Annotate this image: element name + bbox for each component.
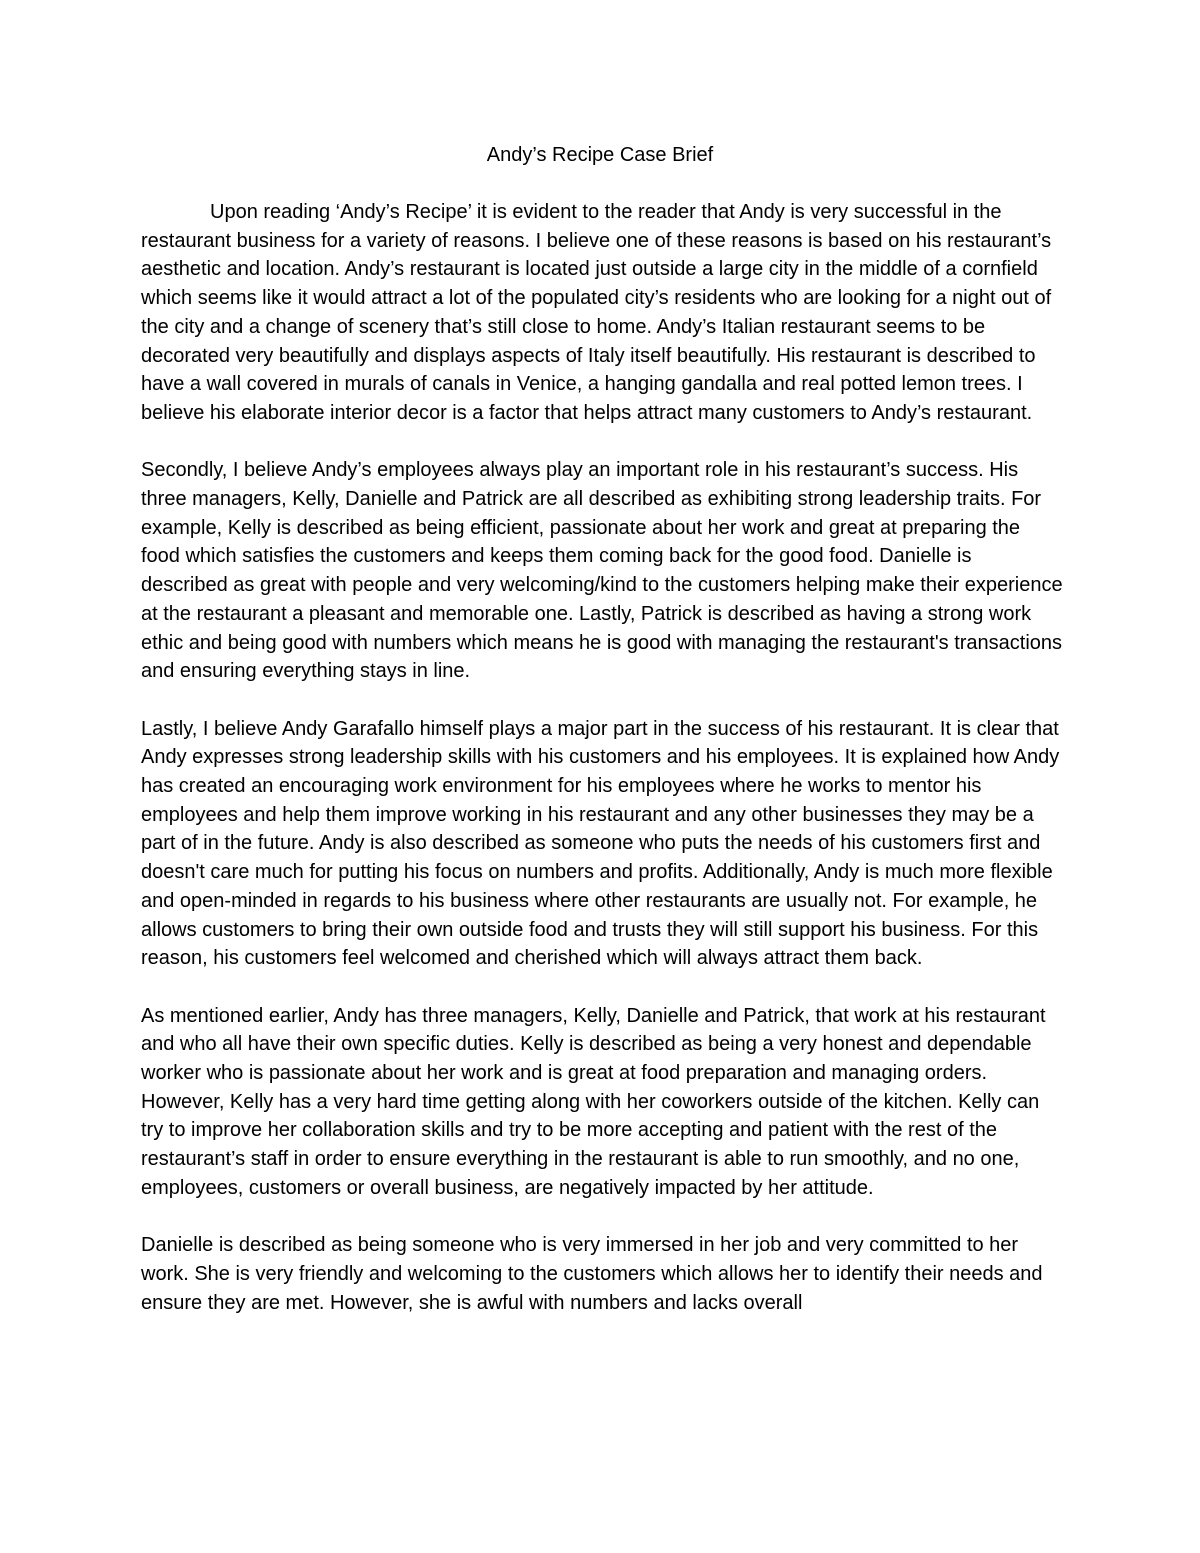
paragraph-3: Lastly, I believe Andy Garafallo himself plays a major part in the success of his restaurant. It is clear that Andy expresses strong leadership skills with his customers and his employees. It is explained how Andy has created an encouraging work environment for his employees where he works to mentor his employees and help them improve working in his restaurant and any other businesses they may be a part of in the future. Andy is also described as someone who puts the needs of his customers first and doesn't care much for putting his focus on numbers and profits. Additionally, Andy is much more flexible and open-minded in regards to his business where other restaurants are usually not. For example, he allows customers to bring their own outside food and trusts they will still support his business. For this reason, his customers feel welcomed and cherished which will always attract them back. xyxy=(141,717,1060,970)
paragraph-4: As mentioned earlier, Andy has three managers, Kelly, Danielle and Patrick, that work at his restaurant and who all have their own specific duties. Kelly is described as being a very honest and dependable worker who is passionate about her work and is great at food preparation and managing orders. However, Kelly has a very hard time getting along with her coworkers outside of the kitchen. Kelly can try to improve her collaboration skills and try to be more accepting and patient with the rest of the restaurant’s staff in order to ensure everything in the restaurant is able to run smoothly, and no one, employees, customers or overall business, are negatively impacted by her attitude. xyxy=(141,1004,1046,1199)
document-body xyxy=(141,198,1063,1317)
paragraph-5: Danielle is described as being someone who is very immersed in her job and very committed to her work. She is very friendly and welcoming to the customers which allows her to identify their needs and ensure they are met. However, she is awful with numbers and lacks overall xyxy=(141,1234,1043,1314)
paragraph-2: Secondly, I believe Andy’s employees always play an important role in his restaurant’s success. His three managers, Kelly, Danielle and Patrick are all described as exhibiting strong leadership traits. For example, Kelly is described as being efficient, passionate about her work and great at preparing the food which satisfies the customers and keeps them coming back for the good food. Danielle is described as great with people and very welcoming/kind to the customers helping make their experience at the restaurant a pleasant and memorable one. Lastly, Patrick is described as having a strong work ethic and being good with numbers which means he is good with managing the restaurant's transactions and ensuring everything stays in line. xyxy=(141,459,1063,683)
document-title: Andy’s Recipe Case Brief xyxy=(486,144,714,166)
paragraph-1: Upon reading ‘Andy’s Recipe’ it is evident to the reader that Andy is very successful in the restaurant business for a variety of reasons. I believe one of these reasons is based on his restaurant’s aesthetic and location. Andy’s restaurant is located just outside a large city in the middle of a cornfield which seems like it would attract a lot of the populated city’s residents who are looking for a night out of the city and a change of scenery that’s still close to home. Andy’s Italian restaurant seems to be decorated very beautifully and displays aspects of Italy itself beautifully. His restaurant is described to have a wall covered in murals of canals in Venice, a hanging gandalla and real potted lemon trees. I believe his elaborate interior decor is a factor that helps attract many customers to Andy’s restaurant. xyxy=(141,201,1052,424)
